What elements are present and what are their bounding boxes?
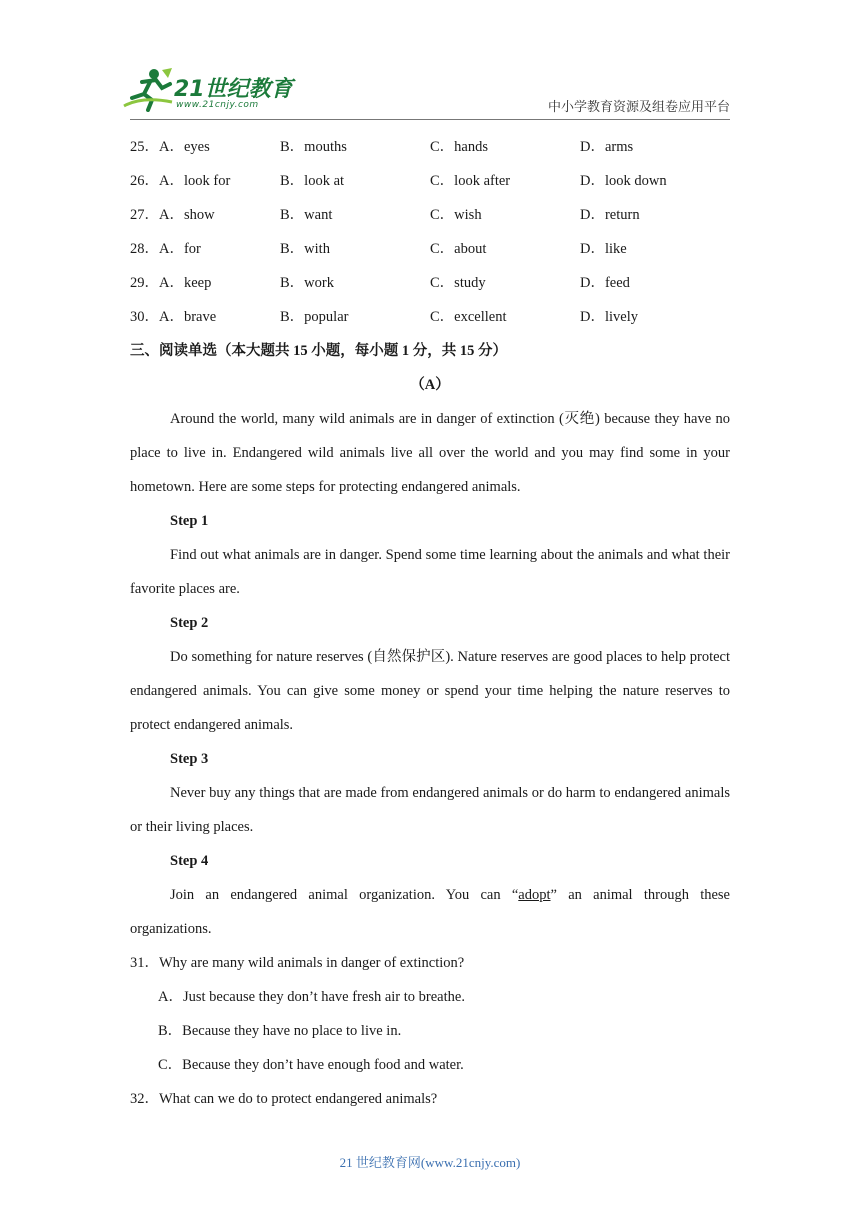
answer-choice: C．Because they don’t have enough food and water. bbox=[158, 1057, 464, 1073]
question-stem: 31．Why are many wild animals in danger of extinction? bbox=[130, 955, 465, 971]
option-c: C．about bbox=[430, 241, 487, 257]
option-c: C．excellent bbox=[430, 309, 507, 325]
answer-choice: A．Just because they don’t have fresh air to breathe. bbox=[158, 989, 465, 1005]
option-d: D．return bbox=[580, 207, 640, 223]
question-stem: 32．What can we do to protect endangered animals? bbox=[130, 1091, 438, 1107]
option-d: D．feed bbox=[580, 275, 630, 291]
step-heading: Step 4 bbox=[170, 853, 209, 869]
page-footer[interactable]: 21 世纪教育网(www.21cnjy.com) bbox=[339, 1155, 521, 1170]
option-b: B．with bbox=[280, 241, 330, 257]
option-c: C．look after bbox=[430, 173, 511, 189]
option-a: 27．A．show bbox=[130, 207, 215, 223]
option-a: 26．A．look for bbox=[130, 173, 231, 189]
page-header bbox=[0, 0, 860, 120]
option-d: D．arms bbox=[580, 139, 634, 155]
passage-label: （A） bbox=[410, 377, 450, 393]
step-text: Find out what animals are in danger. Spend some time learning about the animals and what their favorite places are. bbox=[130, 547, 730, 597]
option-d: D．look down bbox=[580, 173, 667, 189]
option-b: B．mouths bbox=[280, 139, 347, 155]
logo-url: www.21cnjy.com bbox=[176, 100, 259, 110]
header-divider bbox=[130, 119, 730, 120]
option-b: B．popular bbox=[280, 309, 349, 325]
page-content bbox=[130, 130, 730, 1116]
option-d: D．lively bbox=[580, 309, 638, 325]
header-tagline: 中小学教育资源及组卷应用平台 bbox=[547, 99, 730, 114]
step-heading: Step 3 bbox=[170, 751, 209, 767]
passage-intro: Around the world, many wild animals are in danger of extinction (灭绝) because they have no place to live in. Endangered wild animals live all over the world and you may find some in your hometown. Here are some steps for protecting endangered animals. bbox=[130, 411, 730, 495]
section-title: 三、阅读单选（本大题共 15 小题，每小题 1 分，共 15 分） bbox=[130, 343, 507, 359]
option-c: C．study bbox=[430, 275, 486, 291]
question-options-row bbox=[130, 198, 730, 232]
option-c: C．wish bbox=[430, 207, 482, 223]
site-logo[interactable] bbox=[122, 66, 292, 114]
answer-choice: B．Because they have no place to live in. bbox=[158, 1023, 402, 1039]
step-text: Never buy any things that are made from endangered animals or do harm to endangered animals or their living places. bbox=[130, 785, 730, 835]
logo-text: 21世纪教育 bbox=[174, 77, 293, 102]
question-options-row bbox=[130, 130, 730, 164]
question-options-row bbox=[130, 266, 730, 300]
option-b: B．look at bbox=[280, 173, 345, 189]
question-options-row bbox=[130, 232, 730, 266]
option-c: C．hands bbox=[430, 139, 488, 155]
step-heading: Step 1 bbox=[170, 513, 209, 529]
option-b: B．want bbox=[280, 207, 333, 223]
step-heading: Step 2 bbox=[170, 615, 209, 631]
step-text: Join an endangered animal organization. You can “adopt” an animal through these organizations. bbox=[130, 887, 730, 937]
question-options-row bbox=[130, 300, 730, 334]
underlined-word: adopt bbox=[518, 887, 551, 903]
option-a: 25．A．eyes bbox=[130, 139, 210, 155]
option-a: 28．A．for bbox=[130, 241, 201, 257]
option-a: 29．A．keep bbox=[130, 275, 212, 291]
step-text: Do something for nature reserves (自然保护区). Nature reserves are good places to help protect endangered animals. You can give some money or spend your time helping the nature reserves to protect endangered animals. bbox=[130, 649, 730, 733]
option-d: D．like bbox=[580, 241, 627, 257]
runner-icon bbox=[122, 66, 174, 112]
option-a: 30．A．brave bbox=[130, 309, 217, 325]
question-options-row bbox=[130, 164, 730, 198]
option-b: B．work bbox=[280, 275, 334, 291]
